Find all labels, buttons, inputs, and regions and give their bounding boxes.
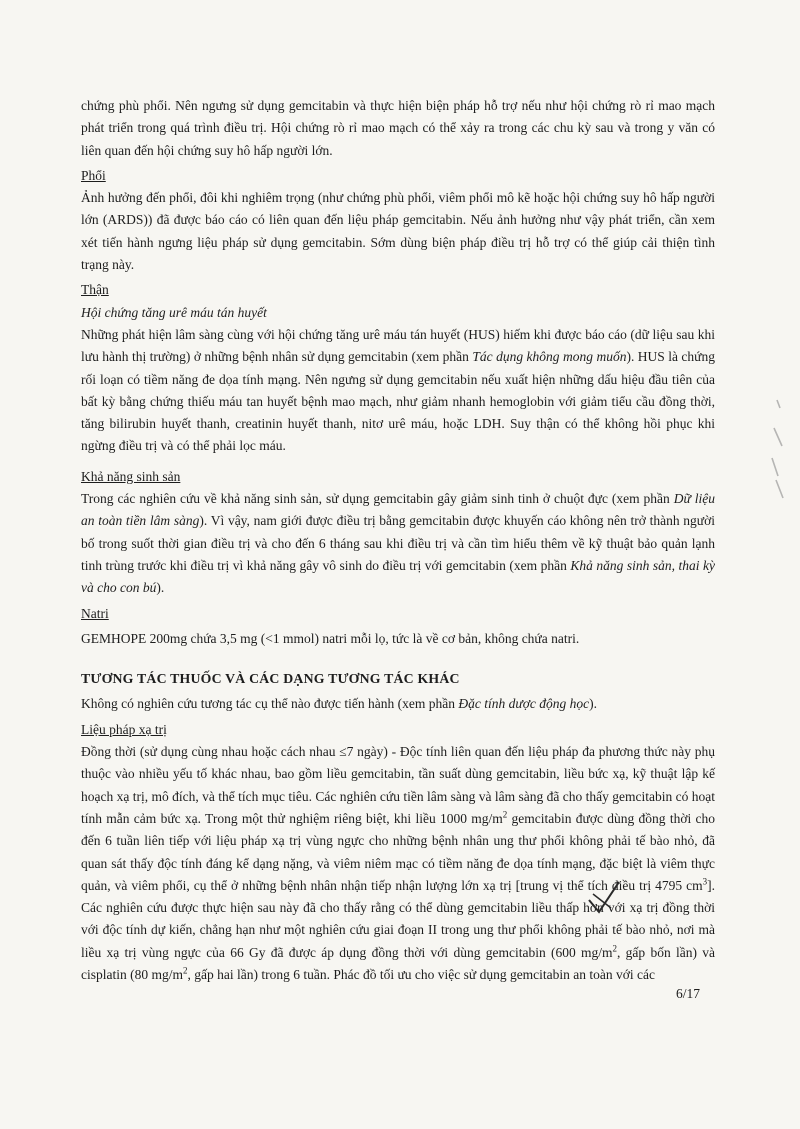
kidney-section (81, 279, 715, 457)
sodium-section (81, 603, 715, 651)
radio-text-e: , gấp hai lần) trong 6 tuần. Phác đồ tối ưu cho việc sử dụng gemcitabin an toàn với các (187, 966, 656, 982)
superscript: 2 (612, 943, 618, 954)
page-content (81, 95, 715, 986)
sodium-paragraph: GEMHOPE 200mg chứa 3,5 mg (<1 mmol) natri mỗi lọ, tức là về cơ bản, không chứa natri. (81, 630, 580, 646)
radio-text-d: , gấp bốn lần) và cisplatin (80 mg/m (81, 944, 715, 982)
fertility-ref-2: Khả năng sinh sản, thai kỳ và cho con bú (81, 557, 715, 596)
kidney-paragraph (81, 324, 715, 458)
fertility-text-a: Trong các nghiên cứu về khả năng sinh sản, sử dụng gemcitabin gây giảm sinh tinh ở chuột đực (xem phần (81, 491, 674, 507)
lung-section (81, 165, 715, 276)
fertility-heading: Khả năng sinh sản (81, 468, 181, 484)
interactions-paragraph (81, 693, 715, 715)
fertility-text-c: ). (156, 580, 165, 596)
radio-text-a: Đồng thời (sử dụng cùng nhau hoặc cách nhau ≤7 ngày) - Độc tính liên quan đến liệu pháp đa phương thức này phụ thuộc vào nhiều yếu tố khác nhau, bao gồm liều gemcitabin, tần suất dùng gemcitabin, liều bức xạ, kỹ thuật lập kế hoạch xạ trị, mô đích, và thể tích mục tiêu. Các nghiên cứu tiền lâm sàng và lâm sàng đã cho thấy gemcitabin có hoạt tính mẫn cảm bức xạ. Trong một thử nghiệm riêng biệt, khi liều 1000 mg/m (81, 744, 715, 826)
hus-subheading: Hội chứng tăng urê máu tán huyết (81, 304, 267, 320)
radiotherapy-section (81, 719, 715, 987)
fertility-paragraph (81, 488, 715, 599)
fertility-text-b: ). Vì vậy, nam giới được điều trị bằng gemcitabin được khuyến cáo không nên trở thành người bố trong suốt thời gian điều trị và cho đến 6 tháng sau khi điều trị và cần tìm hiểu thêm về kỹ thuật bảo quản lạnh tinh trùng trước khi điều trị vì khả năng gây vô sinh do điều trị với gemcitabin (xem phần (81, 513, 715, 573)
radio-text-c: ]. Các nghiên cứu được thực hiện sau này đã cho thấy rằng có thể dùng gemcitabin liều thấp hơn với xạ trị đồng thời với độc tính dự kiến, chẳng hạn như một nghiên cứu giai đoạn II trong ung thư phổi không phải tế bào nhỏ, nơi mà liều xạ trị vùng ngực của 66 Gy đã được áp dụng đồng thời với dùng gemcitabin (600 mg/m (81, 877, 715, 960)
lung-paragraph: Ảnh hưởng đến phổi, đôi khi nghiêm trọng (như chứng phù phổi, viêm phổi mô kẽ hoặc hội chứng suy hô hấp người lớn (ARDS)) đã được báo cáo có liên quan đến liệu pháp gemcitabin. Nếu ảnh hưởng như vậy phát triển, cần xem xét tiến hành ngưng liệu pháp sử dụng gemcitabin. Sớm dùng biện pháp điều trị hỗ trợ có thể giúp cải thiện tình trạng này. (81, 190, 715, 273)
kidney-ref: Tác dụng không mong muốn (472, 349, 627, 365)
kidney-text-b: ). HUS là chứng rối loạn có tiềm năng đe dọa tính mạng. Nên ngưng sử dụng gemcitabin nếu xuất hiện những dấu hiệu đầu tiên của bất kỳ bằng chứng thiếu máu tan huyết bệnh mao mạch, như giảm nhanh hemoglobin với giảm tiểu cầu đồng thời, tăng bilirubin huyết thanh, creatinin huyết thanh, nitơ urê máu, hoặc LDH. Suy thận có thể không hồi phục khi ngừng điều trị và có thể phải lọc máu. (81, 349, 715, 454)
fertility-section (81, 466, 715, 600)
interactions-heading: TƯƠNG TÁC THUỐC VÀ CÁC DẠNG TƯƠNG TÁC KHÁC (81, 671, 460, 687)
interactions-text-a: Không có nghiên cứu tương tác cụ thể nào được tiến hành (xem phần (81, 696, 459, 712)
radiotherapy-paragraph (81, 741, 715, 986)
lung-heading: Phổi (81, 167, 106, 183)
handwritten-check-mark (585, 878, 623, 918)
radiotherapy-heading: Liệu pháp xạ trị (81, 721, 167, 737)
superscript: 3 (702, 876, 708, 887)
kidney-heading: Thận (81, 282, 109, 298)
superscript: 2 (502, 809, 508, 820)
kidney-text-a: Những phát hiện lâm sàng cùng với hội chứng tăng urê máu tán huyết (HUS) hiếm khi được báo cáo (dữ liệu sau khi lưu hành thị trường) ở những bệnh nhân sử dụng gemcitabin (xem phần (81, 326, 715, 365)
radio-text-b: gemcitabin được dùng đồng thời cho đến 6 tuần liên tiếp với liệu pháp xạ trị vùng ngực cho những bệnh nhân ung thư phổi không phải tế bào nhỏ, đã quan sát thấy độc tính đáng kể dạng nặng, và viêm niêm mạc có tiềm năng đe dọa tính mạng, đặc biệt là viêm thực quản, và viêm phổi, cụ thể ở những bệnh nhân nhận tiếp nhận lượng lớn xạ trị [trung vị thể tích điều trị 4795 cm (81, 810, 716, 893)
interactions-section (81, 668, 715, 716)
interactions-text-b: ). (589, 696, 598, 712)
intro-paragraph: chứng phù phổi. Nên ngưng sử dụng gemcitabin và thực hiện biện pháp hỗ trợ nếu như hội chứng rò rỉ mao mạch phát triển trong quá trình điều trị. Hội chứng rò rỉ mao mạch có thể xảy ra trong các chu kỳ sau và trong y văn có liên quan đến hội chứng suy hô hấp người lớn. (81, 98, 715, 158)
scan-artifact-mark (768, 398, 786, 508)
page-number: 6/17 (676, 986, 701, 1001)
sodium-heading: Natri (81, 605, 109, 621)
interactions-ref: Đặc tính dược động học (458, 696, 590, 712)
superscript: 2 (183, 965, 188, 976)
fertility-ref-1: Dữ liệu an toàn tiền lâm sàng (81, 491, 715, 529)
